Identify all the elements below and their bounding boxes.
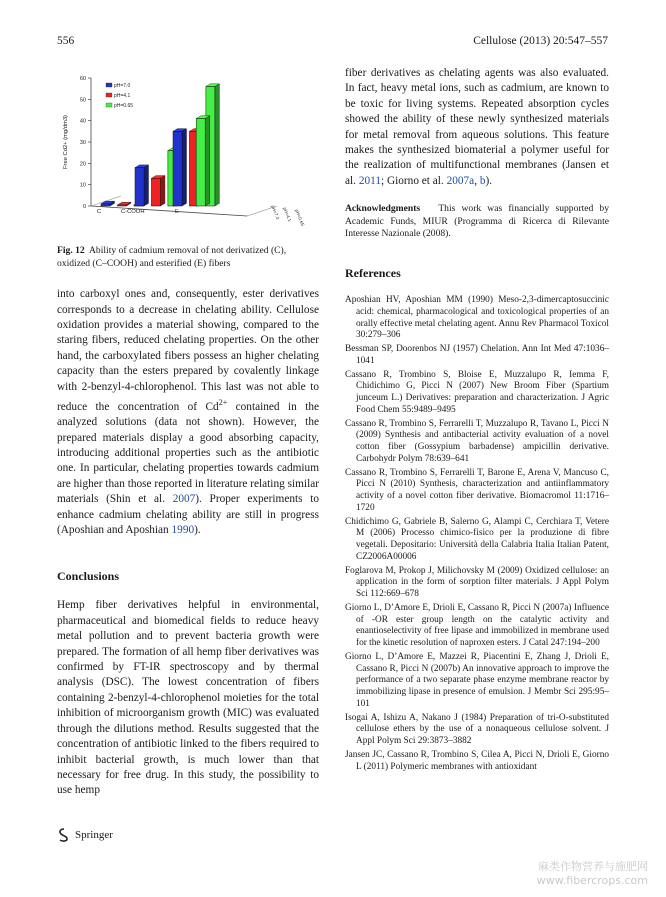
acknowledgments-text: This work was financially supported by Academic Funds, MIUR (Programma di Ricerca di Rilevante Interesse Nazionale (2008). [345,203,609,240]
reference-item: Isogai A, Ishizu A, Nakano J (1984) Preparation of tri-O-substituted cellulose ethers by the use of a nonaqueous cellulose solvent. J Appl Polym Sci 29:3873–3882 [345,712,609,747]
reference-item: Cassano R, Trombino S, Ferrarelli T, Barone E, Arena V, Mancuso C, Picci N (2010) Synthesis, characterization and antiinflammatory activity of a novel cotton fiber derivative. Biomacromol 11:1716–1720 [345,467,609,513]
reference-item: Giorno L, D’Amore E, Drioli E, Cassano R, Picci N (2007a) Influence of -OR ester group length on the catalytic activity and enantioselectivity of free lipase and immobilized in membrane used for the kinetic resolution of naproxen esters. J Catal 247:194–200 [345,602,609,649]
citation-link[interactable]: 2007a [446,174,475,187]
y-tick-label: 20 [79,161,86,168]
y-tick-label: 30 [79,140,86,146]
citation-link[interactable]: 2011 [358,174,381,187]
conclusions-heading: Conclusions [57,569,120,584]
reference-item: Jansen JC, Cassano R, Trombino S, Cilea A, Picci N, Drioli E, Giorno L (2011) Polymeric membranes with antioxidant [345,749,609,772]
bar [173,131,182,206]
category-label: C [97,209,102,215]
depth-axis-label: pH=0.65 [294,208,306,227]
legend-entry: pH=4.1 [114,93,131,99]
left-column [57,66,319,799]
citation-link[interactable]: 2007 [172,493,196,506]
reference-list [345,295,609,773]
legend-entry: pH=7.0 [114,83,131,89]
journal-citation: Cellulose (2013) 20:547–557 [473,35,608,47]
legend-entry: pH=0.65 [114,103,134,109]
bar [101,204,110,206]
reference-item: Chidichimo G, Gabriele B, Salerno G, Alampi C, Cerchiara T, Vetere M (2006) Processo chimico-fisico per la produzione di fibre vegetali. Depositario: Università della Calabria Italia Italian Patent, CZ2006A00006 [345,516,609,562]
y-tick-label: 40 [79,118,86,125]
conclusions-paragraph: Hemp fiber derivatives helpful in environmental, pharmaceutical and biomedical fields to reduce heavy metal pollution and to prevent bacteria growth were prepared. The formation of all hemp fiber derivatives was confirmed by FT-IR spectroscopy and by thermal analysis (DSC). The lowest concentration of fibers containing 2-benzyl-4-chlorophenol moieties for the total inhibition of microorganism growth (MIC) was evaluated through the dilutions method. Results suggested that the concentration of antibiotic linked to the fibers required to inhibit bacterial growth, is much lower than that necessary for free drug. In this study, the possibility to use hemp [57,599,319,797]
y-tick-label: 0 [82,204,86,210]
figure-caption-label: Fig. 12 [57,245,85,256]
reference-item: Aposhian HV, Aposhian MM (1990) Meso-2,3-dimercaptosuccinic acid: chemical, pharmacological and toxicological properties of an orally effective metal chelating agent. Annu Rev Pharmacol Toxicol 30:279–306 [345,295,609,341]
bar [117,205,126,206]
references-heading: References [345,266,401,281]
category-label: E [175,209,179,215]
bar-side [160,176,165,206]
floor-front-edge [91,206,247,216]
reference-item: Cassano R, Trombino S, Ferrarelli T, Muzzalupo R, Tavano L, Picci N (2009) Synthesis and antibacterial activity evaluation of a novel cotton fiber (Gossypium barbadense) ampicillin derivative. Carbohydr Polym 78:639–641 [345,418,609,464]
citation-link[interactable]: b [479,174,486,187]
right-column [345,66,609,775]
bar-side [205,116,210,206]
figure-caption [57,245,319,270]
springer-logo-icon [57,828,71,842]
reference-item: Cassano R, Trombino S, Bloise E, Muzzalupo R, Iemma F, Chidichimo G, Picci N (2007) New Broom Fiber (Spartium junceum L.) Derivatives: preparation and characterization. J Agric Food Chem 55:9489–9495 [345,369,609,415]
springer-brand: Springer [75,829,113,841]
body-paragraph-1: into carboxyl ones and, consequently, ester derivatives corresponds to a decrease in chelating ability. Cellulose oxidation provides a material showing, compared to the staring fibers, reduced chelating properties. On the other hand, the carboxylated fibers possess an higher chelating capacity than the esters prepared by covalently linkage with 2-benzyl-4-chlorophenol. This last was not able to reduce the concentration of $Cd^{2+}$ contained in the analyzed solutions (data not shown). However, the prepared materials display a good absorbing capacity, introducing additional properties such as the antibiotic one. In particular, chelating properties towards cadmium are higher than those reported in literature relating similar materials (Shin et al. 2007). Proper experiments to enhance cadmium chelating ability are still in progress (Aposhian and Aposhian 1990). [57,288,320,537]
legend-swatch [106,93,112,97]
body-paragraph-2: fiber derivatives as chelating agents was also evaluated. In fact, heavy metal ions, such as cadmium, are known to be toxic for living systems. Repeated absorption cycles showed the ability of these newly synthesized materials for metal removal from aqueous solutions. This feature makes the synthesized biomaterial a polymer useful for the realization of multifunctional membranes (Jansen et al. 2011; Giorno et al. 2007a, b). [345,67,609,187]
bar-side [144,165,149,206]
depth-axis-label: pH=4.1 [282,206,293,223]
page-number: 556 [57,35,75,47]
legend-swatch [106,103,112,107]
bar-side [215,84,220,206]
y-tick-label: 10 [79,182,86,189]
y-tick-label: 50 [79,97,86,104]
figure-12 [57,66,319,238]
figure-caption-text: Ability of cadmium removal of not derivatized (C), oxidized (C–COOH) and esterified (E) fibers [57,245,287,269]
y-tick-label: 60 [79,76,86,82]
bar [151,178,160,206]
acknowledgments-label: Acknowledgments [345,203,421,215]
legend-swatch [106,83,112,87]
bar [135,168,144,206]
reference-item: Bessman SP, Doorenbos NJ (1957) Chelation. Ann Int Med 47:1036–1041 [345,344,609,366]
site-watermark: 麻类作物营养与施肥网 www.fibercrops.com [536,860,648,887]
citation-link[interactable]: 1990 [171,524,195,537]
acknowledgments [345,203,609,241]
depth-axis-label: pH=7.0 [270,204,281,221]
reference-item: Giorno L, D’Amore E, Mazzei R, Piacentini E, Zhang J, Drioli E, Cassano R, Picci N (2007b) An innovative approach to improve the performance of a two separate phase enzyme membrane reactor by immobilizing lipase in presence of emulsion. J Membr Sci 295:95–101 [345,651,609,709]
bar [196,119,205,206]
springer-footer [57,828,113,842]
bar-side [182,129,187,206]
cadmium-removal-chart [57,66,319,238]
y-axis-label: Free Cd2+ (mg/dm3) [63,115,69,169]
reference-item: Foglarova M, Prokop J, Milichovsky M (2009) Oxidized cellulose: an application in the form of sorption filter materials. J Appl Polym Sci 112:669–678 [345,565,609,600]
category-label: C-COOH [121,209,145,215]
